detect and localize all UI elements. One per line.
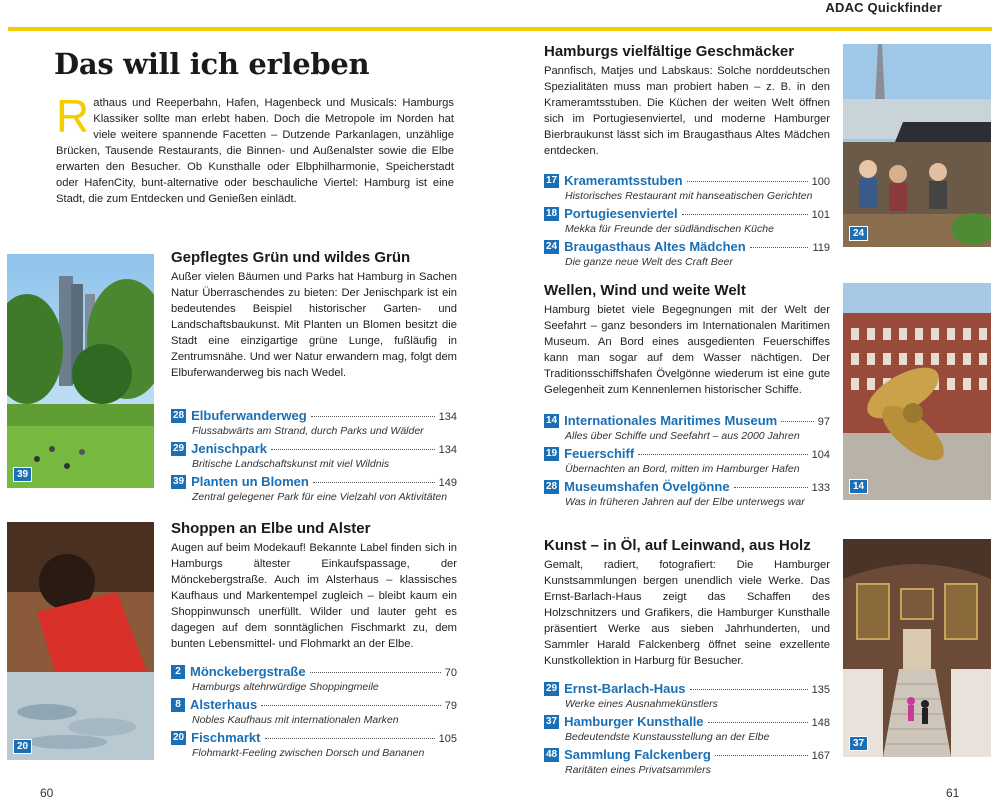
dot-leader [708, 722, 808, 723]
section-body: Außer vielen Bäumen und Parks hat Hamburg in Sachen Natur Überraschendes zu bieten: Der Jenischpark ist ein bedeutendes Beispiel historischer Garten- und Landschaftsbaukunst. Mit Planten un Blomen besitzt die Stadt eine einzigartige grüne Lunge, fußläufig in Zentrumsnähe. Und wer Natur erwandern mag, folgt dem Elbuferwanderweg bis nach Wedel. [171, 271, 457, 379]
poi-link[interactable]: Sammlung Falckenberg [564, 747, 711, 762]
poi-page-number: 105 [438, 733, 457, 745]
page-title: Das will ich erleben [54, 47, 370, 81]
section-gruen [171, 249, 457, 507]
poi-number-badge: 28 [173, 410, 185, 421]
poi-number-badge: 48 [546, 749, 558, 760]
fishmarket-photo [7, 522, 154, 760]
dot-leader [750, 247, 809, 248]
park-photo [7, 254, 154, 488]
poi-link[interactable]: Krameramtsstuben [564, 173, 683, 188]
photo-badge: 20 [13, 739, 32, 754]
poi-description: Werke eines Ausnahmekünstlers [565, 698, 718, 710]
poi-list [544, 413, 830, 509]
dot-leader [265, 738, 435, 739]
dot-leader [638, 454, 807, 455]
poi-page-number: 100 [811, 176, 830, 188]
intro-text [56, 90, 454, 207]
poi-description: Flussabwärts am Strand, durch Parks und Wälder [192, 425, 424, 437]
poi-number-badge: 37 [546, 716, 558, 727]
poi-entry[interactable] [544, 206, 830, 236]
poi-link[interactable]: Alsterhaus [190, 697, 258, 712]
poi-description: Historisches Restaurant mit hanseatischen Gerichten [565, 190, 813, 202]
poi-number-badge: 18 [546, 208, 558, 219]
poi-list [544, 681, 830, 777]
poi-number-badge: 2 [171, 665, 185, 679]
header-rule [8, 27, 992, 31]
photo-badge: 24 [849, 226, 868, 241]
poi-list [171, 664, 457, 760]
photo-badge: 14 [849, 479, 868, 494]
section-title: Kunst – in Öl, auf Leinwand, aus Holz [544, 537, 811, 554]
poi-number-badge: 28 [546, 481, 558, 492]
poi-number-badge: 39 [173, 476, 185, 487]
section-title: Shoppen an Elbe und Alster [171, 520, 371, 537]
poi-description: Übernachten an Bord, mitten im Hamburger Hafen [565, 463, 800, 475]
poi-link[interactable]: Ernst-Barlach-Haus [564, 681, 686, 696]
poi-link[interactable]: Portugiesenviertel [564, 206, 678, 221]
section-title: Wellen, Wind und weite Welt [544, 282, 746, 299]
dot-leader [734, 487, 808, 488]
poi-description: Raritäten eines Privatsammlers [565, 764, 711, 776]
section-wellen [544, 282, 830, 512]
poi-list [171, 408, 457, 504]
poi-link[interactable]: Internationales Maritimes Museum [564, 413, 778, 428]
photo-badge: 37 [849, 736, 868, 751]
section-body: Augen auf beim Modekauf! Bekannte Label finden sich in Hamburgs ältester Einkaufspassage, der Mönckebergstraße. Auch im Alsterhaus – klassisches Kaufhaus und Markentempel zugleich – bleibt kaum ein Shoppinwunsch unerfüllt. Wilder und lauter geht es dagegen auf dem sonntäglichen Fischmarkt zu, dem bunten Lebensmittel- und Flohmarkt an der Elbe. [171, 542, 457, 650]
beergarden-photo [843, 44, 991, 247]
page-number-right: 61 [946, 786, 960, 800]
poi-link[interactable]: Museumshafen Övelgönne [564, 479, 730, 494]
poi-number-badge: 17 [546, 175, 558, 186]
kunsthalle-illustration [843, 539, 991, 757]
section-geschmaecker [544, 43, 830, 272]
section-title: Gepflegtes Grün und wildes Grün [171, 249, 411, 266]
poi-description: Was in früheren Jahren auf der Elbe unterwegs war [565, 496, 805, 508]
section-body: Pannfisch, Matjes und Labskaus: Solche norddeutschen Spezialitäten muss man probiert haben – z. B. in den Krameramtsstuben. Die Küchen der weiten Welt öffnen sich im Portugiesenviertel, und moderne Hamburger Bierbraukunst lässt sich im Braugasthaus Altes Mädchen entdecken. [544, 65, 830, 157]
dot-leader [687, 181, 808, 182]
poi-link[interactable]: Mönckebergstraße [190, 664, 306, 679]
poi-entry[interactable] [171, 730, 457, 760]
poi-entry[interactable] [171, 441, 457, 471]
dropcap: R [56, 90, 90, 142]
dot-leader [690, 689, 808, 690]
poi-entry[interactable] [544, 239, 830, 269]
poi-description: Hamburgs altehrwürdige Shoppingmeile [192, 681, 379, 693]
poi-number-badge: 8 [171, 698, 185, 712]
poi-entry[interactable] [171, 697, 457, 727]
poi-entry[interactable] [544, 714, 830, 744]
poi-entry[interactable] [544, 446, 830, 476]
poi-description: Mekka für Freunde der südländischen Küche [565, 223, 774, 235]
poi-number-badge: 29 [173, 443, 185, 454]
poi-entry[interactable] [544, 747, 830, 777]
poi-link[interactable]: Hamburger Kunsthalle [564, 714, 704, 729]
poi-entry[interactable] [171, 664, 457, 694]
beergarden-illustration [843, 44, 991, 247]
poi-page-number: 149 [438, 477, 457, 489]
poi-link[interactable]: Planten un Blomen [191, 474, 309, 489]
poi-entry[interactable] [171, 474, 457, 504]
section-shoppen [171, 520, 457, 763]
kunsthalle-photo [843, 539, 991, 757]
intro-paragraph: athaus und Reeperbahn, Hafen, Hagenbeck und Musicals: Hamburgs Klassiker sollte man erlebt haben. Doch die Metropole im Norden hat viele weitere spannende Facetten – Dutzende Parkanlagen, unzählige Brücken, Tausende Restaurants, die Binnen- und Außenalster sowie die Elbe erwarten den Besucher. Ob Kunsthalle oder Elbphilharmonie, Speicherstadt oder HafenCity, bunt-alternative oder beschauliche Viertel: Hamburg ist eine Stadt, die zum Entdecken und Genießen einlädt. [56, 97, 454, 205]
dot-leader [310, 672, 441, 673]
museum-photo [843, 283, 991, 500]
section-body: Hamburg bietet viele Begegnungen mit der Welt der Seefahrt – ganz besonders im Internationalen Maritimen Museum. An Bord eines ausgedienten Feuerschiffes kann man sogar auf dem Wasser nächtigen. Der Traditionsschiffshafen Övelgönne wiederum ist eine gute Gelegenheit zum Kennenlernen historischer Schiffe. [544, 304, 830, 396]
dot-leader [261, 705, 441, 706]
poi-entry[interactable] [544, 173, 830, 203]
poi-page-number: 134 [438, 444, 457, 456]
dot-leader [271, 449, 435, 450]
poi-description: Britische Landschaftskunst mit viel Wildnis [192, 458, 390, 470]
poi-page-number: 104 [811, 449, 830, 461]
poi-link[interactable]: Fischmarkt [191, 730, 261, 745]
fishmarket-illustration [7, 522, 154, 760]
poi-page-number: 167 [811, 750, 830, 762]
poi-page-number: 79 [444, 700, 457, 712]
poi-list [544, 173, 830, 269]
poi-page-number: 134 [438, 411, 457, 423]
poi-entry[interactable] [544, 681, 830, 711]
brand-label: ADAC Quickfinder [825, 0, 942, 15]
poi-number-badge: 19 [546, 448, 558, 459]
poi-link[interactable]: Braugasthaus Altes Mädchen [564, 239, 746, 254]
dot-leader [715, 755, 808, 756]
poi-description: Die ganze neue Welt des Craft Beer [565, 256, 733, 268]
dot-leader [682, 214, 808, 215]
poi-number-badge: 20 [173, 732, 185, 743]
poi-link[interactable]: Feuerschiff [564, 446, 635, 461]
section-body: Gemalt, radiert, fotografiert: Die Hamburger Kunstsammlungen bergen unendlich viele Werke. Das Ernst-Barlach-Haus zeigt das Schaffen des Holzschnitzers und Grafikers, die Hamburger Kunsthalle präsentiert Werke aus sieben Jahrhunderten, und Sammler Harald Falckenberg öffnet seine exzellente Kunstkollektion in Harburg für Besucher. [544, 559, 830, 667]
poi-page-number: 133 [811, 482, 830, 494]
page-number-left: 60 [40, 786, 54, 800]
dot-leader [311, 416, 435, 417]
poi-page-number: 97 [817, 416, 830, 428]
poi-description: Bedeutendste Kunstausstellung an der Elbe [565, 731, 770, 743]
poi-link[interactable]: Jenischpark [191, 441, 267, 456]
poi-entry[interactable] [171, 408, 457, 438]
park-illustration [7, 254, 154, 488]
poi-description: Alles über Schiffe und Seefahrt – aus 2000 Jahren [565, 430, 800, 442]
section-kunst [544, 537, 830, 780]
poi-description: Flohmarkt-Feeling zwischen Dorsch und Bananen [192, 747, 425, 759]
poi-page-number: 101 [811, 209, 830, 221]
poi-description: Zentral gelegener Park für eine Vielzahl von Aktivitäten [192, 491, 448, 503]
poi-number-badge: 24 [546, 241, 558, 252]
poi-page-number: 70 [444, 667, 457, 679]
photo-badge: 39 [13, 467, 32, 482]
section-title: Hamburgs vielfältige Geschmäcker [544, 43, 795, 60]
museum-illustration [843, 283, 991, 500]
poi-description: Nobles Kaufhaus mit internationalen Marken [192, 714, 399, 726]
poi-page-number: 135 [811, 684, 830, 696]
poi-page-number: 148 [811, 717, 830, 729]
poi-page-number: 119 [812, 242, 830, 254]
poi-link[interactable]: Elbuferwanderweg [191, 408, 307, 423]
poi-entry[interactable] [544, 413, 830, 443]
poi-number-badge: 29 [546, 683, 558, 694]
poi-entry[interactable] [544, 479, 830, 509]
dot-leader [781, 421, 814, 422]
dot-leader [313, 482, 435, 483]
poi-number-badge: 14 [546, 415, 558, 426]
